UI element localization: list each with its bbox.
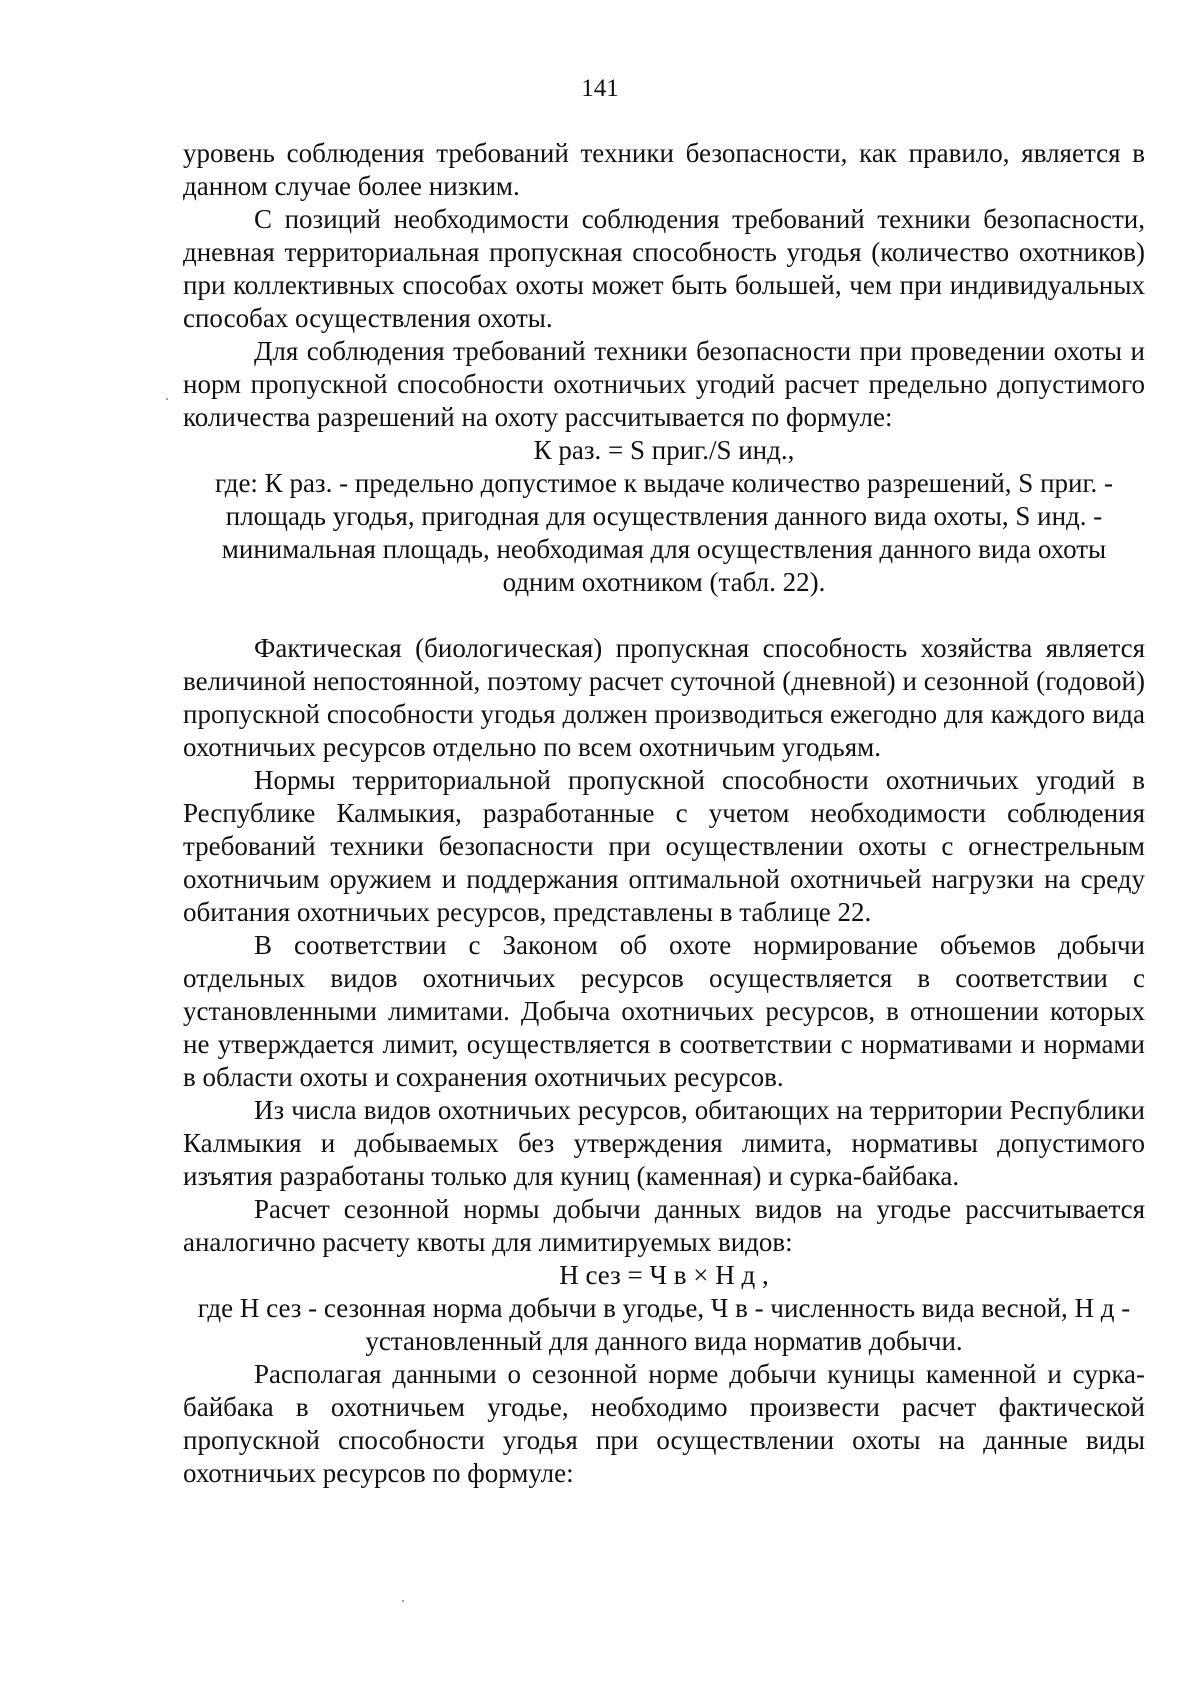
formula-seasonal-norm-explanation: где Н сез - сезонная норма добычи в угодье, Ч в - численность вида весной, Н д - установленный для данного вида норматив добычи.: [197, 1293, 1131, 1356]
paragraph-8: Расчет сезонной нормы добычи данных видов на угодье рассчитывается аналогично расчету квоты для лимитируемых видов:: [183, 1194, 1145, 1257]
paragraph-4: Фактическая (биологическая) пропускная способность хозяйства является величиной непостоянной, поэтому расчет суточной (дневной) и сезонной (годовой) пропускной способности угодья должен производиться ежегодно для каждого вида охотничьих ресурсов отдельно по всем охотничьим угодьям.: [183, 633, 1145, 762]
paragraph-1: уровень соблюдения требований техники безопасности, как правило, является в данном случае более низким.: [183, 138, 1145, 201]
paragraph-6: В соответствии с Законом об охоте нормирование объемов добычи отдельных видов охотничьих ресурсов осуществляется в соответствии с установленными лимитами. Добыча охотничьих ресурсов, в отношении которых не утверждается лимит, осуществляется в соответствии с нормативами и нормами в области охоты и сохранения охотничьих ресурсов.: [183, 930, 1145, 1092]
formula-permits: К раз. = S приг./S инд.,: [533, 435, 795, 465]
paragraph-2: С позиций необходимости соблюдения требований техники безопасности, дневная территориальная пропускная способность угодья (количество охотников) при коллективных способах охоты может быть большей, чем при индивидуальных способах осуществления охоты.: [183, 204, 1145, 333]
scan-speck: [166, 398, 168, 400]
page-number: 141: [581, 75, 619, 102]
formula-seasonal-norm: Н сез = Ч в × Н д ,: [559, 1260, 769, 1290]
formula-permits-explanation: где: К раз. - предельно допустимое к выдаче количество разрешений, S приг. - площадь угодья, пригодная для осуществления данного вида охоты, S инд. - минимальная площадь, необходимая для осуществления данного вида охоты одним охотником (табл. 22).: [214, 468, 1113, 597]
scan-speck: [402, 1600, 404, 1602]
paragraph-gap: [183, 599, 1145, 632]
paragraph-7: Из числа видов охотничьих ресурсов, обитающих на территории Республики Калмыкия и добываемых без утверждения лимита, нормативы допустимого изъятия разработаны только для куниц (каменная) и сурка-байбака.: [183, 1095, 1145, 1191]
paragraph-9: Располагая данными о сезонной норме добычи куницы каменной и сурка-байбака в охотничьем угодье, необходимо произвести расчет фактической пропускной способности угодья при осуществлении охоты на данные виды охотничьих ресурсов по формуле:: [183, 1359, 1145, 1488]
paragraph-5: Нормы территориальной пропускной способности охотничьих угодий в Республике Калмыкия, разработанные с учетом необходимости соблюдения требований техники безопасности при осуществлении охоты с огнестрельным охотничьим оружием и поддержания оптимальной охотничьей нагрузки на среду обитания охотничьих ресурсов, представлены в таблице 22.: [183, 765, 1145, 927]
paragraph-3: Для соблюдения требований техники безопасности при проведении охоты и норм пропускной способности охотничьих угодий расчет предельно допустимого количества разрешений на охоту рассчитывается по формуле:: [183, 336, 1145, 432]
body-text: [183, 137, 1145, 1490]
